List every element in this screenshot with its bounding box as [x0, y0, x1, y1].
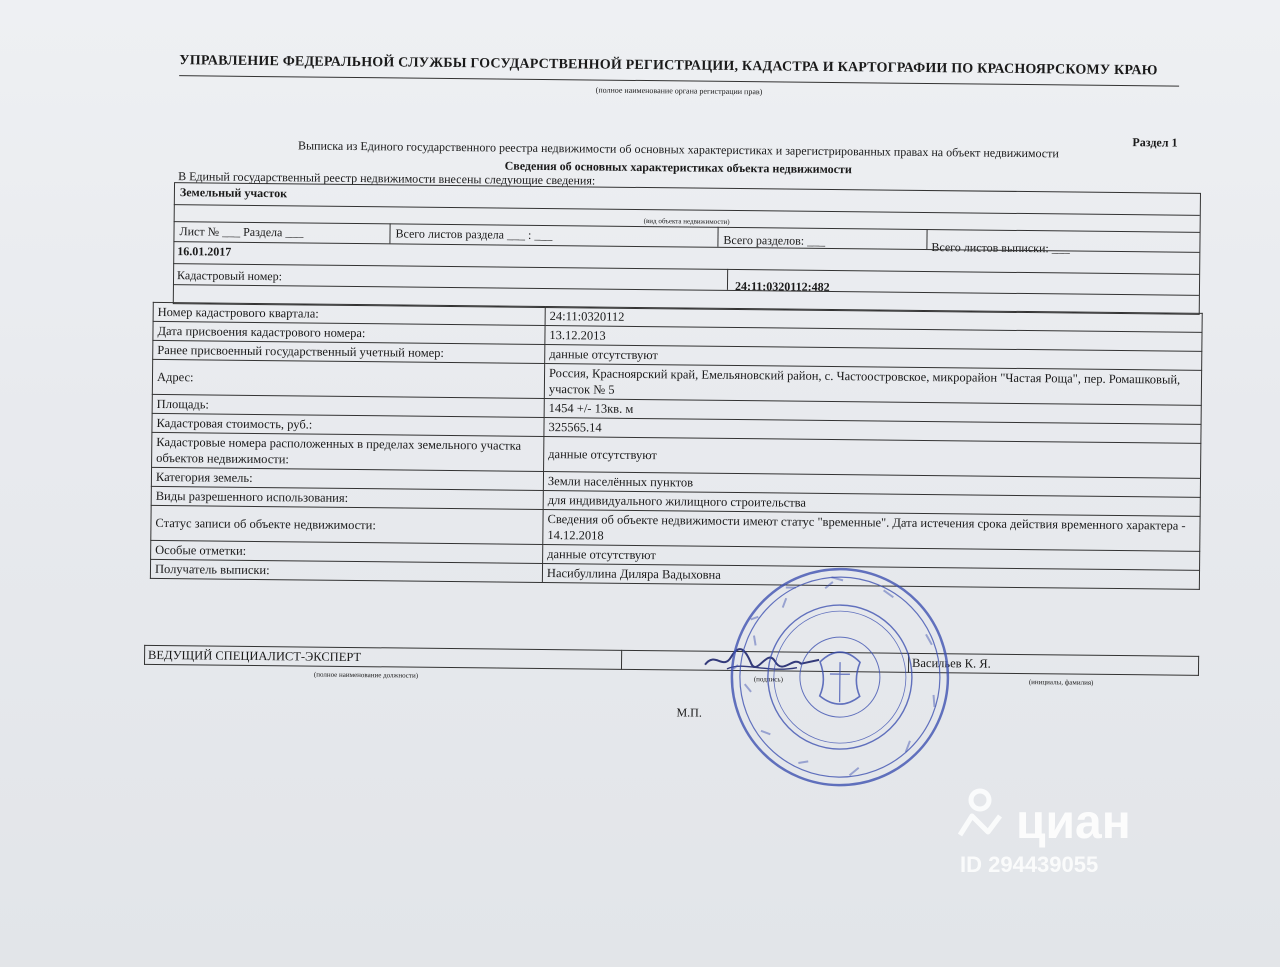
total-section-sheets: Всего листов раздела ___ : ___	[395, 226, 553, 243]
cian-watermark	[950, 780, 1180, 880]
extract-subtitle: Сведения об основных характеристиках объекта недвижимости	[504, 158, 852, 177]
row-label: Особые отметки:	[151, 540, 543, 563]
name-note: (инициалы, фамилия)	[1028, 678, 1094, 687]
row-value: данные отсутствуют	[544, 436, 1201, 478]
row-label: Дата присвоения кадастрового номера:	[153, 321, 545, 344]
row-label: Площадь:	[152, 394, 544, 417]
extract-title: Выписка из Единого государственного реестра недвижимости об основных характеристиках и зарегистрированных правах на объект недвижимости	[297, 138, 1059, 161]
row-value: 1454 +/- 13кв. м	[544, 398, 1201, 424]
row-value: данные отсутствуют	[543, 544, 1200, 570]
row-label: Кадастровая стоимость, руб.:	[152, 413, 544, 436]
object-type-note: (вид объекта недвижимости)	[643, 217, 730, 226]
divider	[717, 227, 718, 247]
cian-logo-icon	[960, 791, 1000, 835]
row-value: Сведения об объекте недвижимости имеют статус "временные". Дата истечения срока действия временного характера - 14.12.2018	[543, 509, 1200, 551]
row-label: Номер кадастрового квартала:	[153, 302, 545, 325]
row-value: для индивидуального жилищного строительства	[543, 490, 1200, 516]
divider	[389, 223, 390, 243]
total-extract-sheets: Всего листов выписки: ___	[931, 240, 1070, 256]
cian-id: ID 294439055	[960, 852, 1099, 877]
row-label: Кадастровые номера расположенных в пределах земельного участка объектов недвижимости:	[152, 432, 544, 471]
intro-text: В Единый государственный реестр недвижимости внесены следующие сведения:	[178, 169, 596, 188]
signer-position: ВЕДУЩИЙ СПЕЦИАЛИСТ-ЭКСПЕРТ	[144, 645, 621, 669]
extract-date: 16.01.2017	[177, 244, 232, 259]
sign-note: (подпись)	[753, 675, 783, 684]
total-sections: Всего разделов: ___	[723, 232, 826, 248]
object-type: Земельный участок	[179, 185, 288, 201]
row-value: Россия, Красноярский край, Емельяновский район, с. Частоостровское, микрорайон "Частая Роща", пер. Ромашковый, участок № 5	[544, 364, 1201, 406]
sheet-number: Лист № ___ Раздела ___	[179, 224, 304, 240]
divider	[926, 229, 927, 249]
row-label: Получатель выписки:	[150, 559, 542, 582]
position-note: (полное наименование должности)	[313, 670, 419, 680]
row-label: Ранее присвоенный государственный учетный номер:	[153, 340, 545, 363]
characteristics-table	[150, 302, 1203, 590]
agency-note: (полное наименование органа регистрации прав)	[595, 85, 763, 97]
seal-place-label: М.П.	[676, 705, 702, 720]
row-value: Насибуллина Диляра Вадыховна	[542, 563, 1199, 589]
row-value: Земли населённых пунктов	[543, 471, 1200, 497]
signer-name: Васильев К. Я.	[908, 653, 1198, 675]
cian-brand: циан	[1016, 796, 1131, 849]
row-label: Статус записи об объекте недвижимости:	[151, 505, 543, 544]
section-label: Раздел 1	[1132, 135, 1178, 150]
cadastral-number-label: Кадастровый номер:	[176, 268, 283, 284]
row-value: 325565.14	[544, 417, 1201, 443]
official-stamp	[724, 561, 956, 793]
row-value: 13.12.2013	[545, 326, 1202, 352]
row-value: данные отсутствуют	[545, 345, 1202, 371]
row-label: Виды разрешенного использования:	[151, 486, 543, 509]
row-label: Адрес:	[152, 359, 544, 398]
cadastral-number: 24:11:0320112:482	[734, 278, 830, 294]
agency-name: УПРАВЛЕНИЕ ФЕДЕРАЛЬНОЙ СЛУЖБЫ ГОСУДАРСТВЕННОЙ РЕГИСТРАЦИИ, КАДАСТРА И КАРТОГРАФИИ ПО КРАСНОЯРСКОМУ КРАЮ	[179, 53, 1158, 79]
row-value: 24:11:0320112	[545, 307, 1202, 333]
row-label: Категория земель:	[151, 467, 543, 490]
